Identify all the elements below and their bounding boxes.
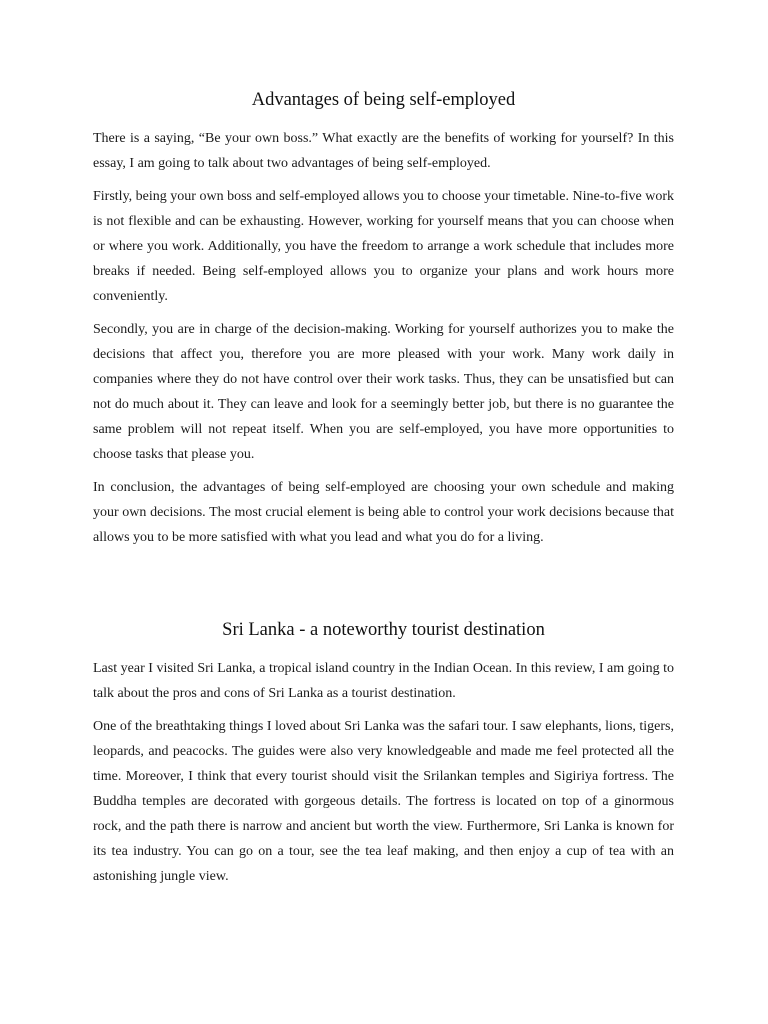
essay-paragraph-body: One of the breathtaking things I loved about Sri Lanka was the safari tour. I saw elephants, lions, tigers, leopards, and peacocks. The guides were also very knowledgeable and made me feel protected all the time. Moreover, I think that every tourist should visit the Srilankan temples and Sigiriya fortress. The Buddha temples are decorated with gorgeous details. The fortress is located on top of a ginormous rock, and the path there is narrow and ancient but worth the view. Furthermore, Sri Lanka is known for its tea industry. You can go on a tour, see the tea leaf making, and then enjoy a cup of tea with an astonishing jungle view. [93,719,674,884]
essay-sri-lanka [93,618,674,897]
essay-paragraph-intro: Last year I visited Sri Lanka, a tropical island country in the Indian Ocean. In this review, I am going to talk about the pros and cons of Sri Lanka as a tourist destination. [93,661,674,701]
essay-paragraph-intro: There is a saying, “Be your own boss.” What exactly are the benefits of working for yourself? In this essay, I am going to talk about two advantages of being self-employed. [93,131,674,171]
essay-paragraph-firstly: Firstly, being your own boss and self-employed allows you to choose your timetable. Nine-to-five work is not flexible and can be exhausting. However, working for yourself means that you can choose when or where you work. Additionally, you have the freedom to arrange a work schedule that includes more breaks if needed. Being self-employed allows you to organize your plans and work hours more conveniently. [93,189,674,304]
essay-paragraph-secondly: Secondly, you are in charge of the decision-making. Working for yourself authorizes you to make the decisions that affect you, therefore you are more pleased with your work. Many work daily in companies where they do not have control over their work tasks. Thus, they can be unsatisfied but can not do much about it. They can leave and look for a seemingly better job, but there is no guarantee the same problem will not repeat itself. When you are self-employed, you have more opportunities to choose tasks that please you. [93,322,674,462]
essay-title: Advantages of being self-employed [251,90,516,110]
essay-paragraph-conclusion: In conclusion, the advantages of being self-employed are choosing your own schedule and making your own decisions. The most crucial element is being able to control your work decisions because that allows you to be more satisfied with what you lead and what you do for a living. [93,480,674,545]
essay-title: Sri Lanka - a noteworthy tourist destination [222,620,545,640]
essay-self-employed [93,88,674,558]
